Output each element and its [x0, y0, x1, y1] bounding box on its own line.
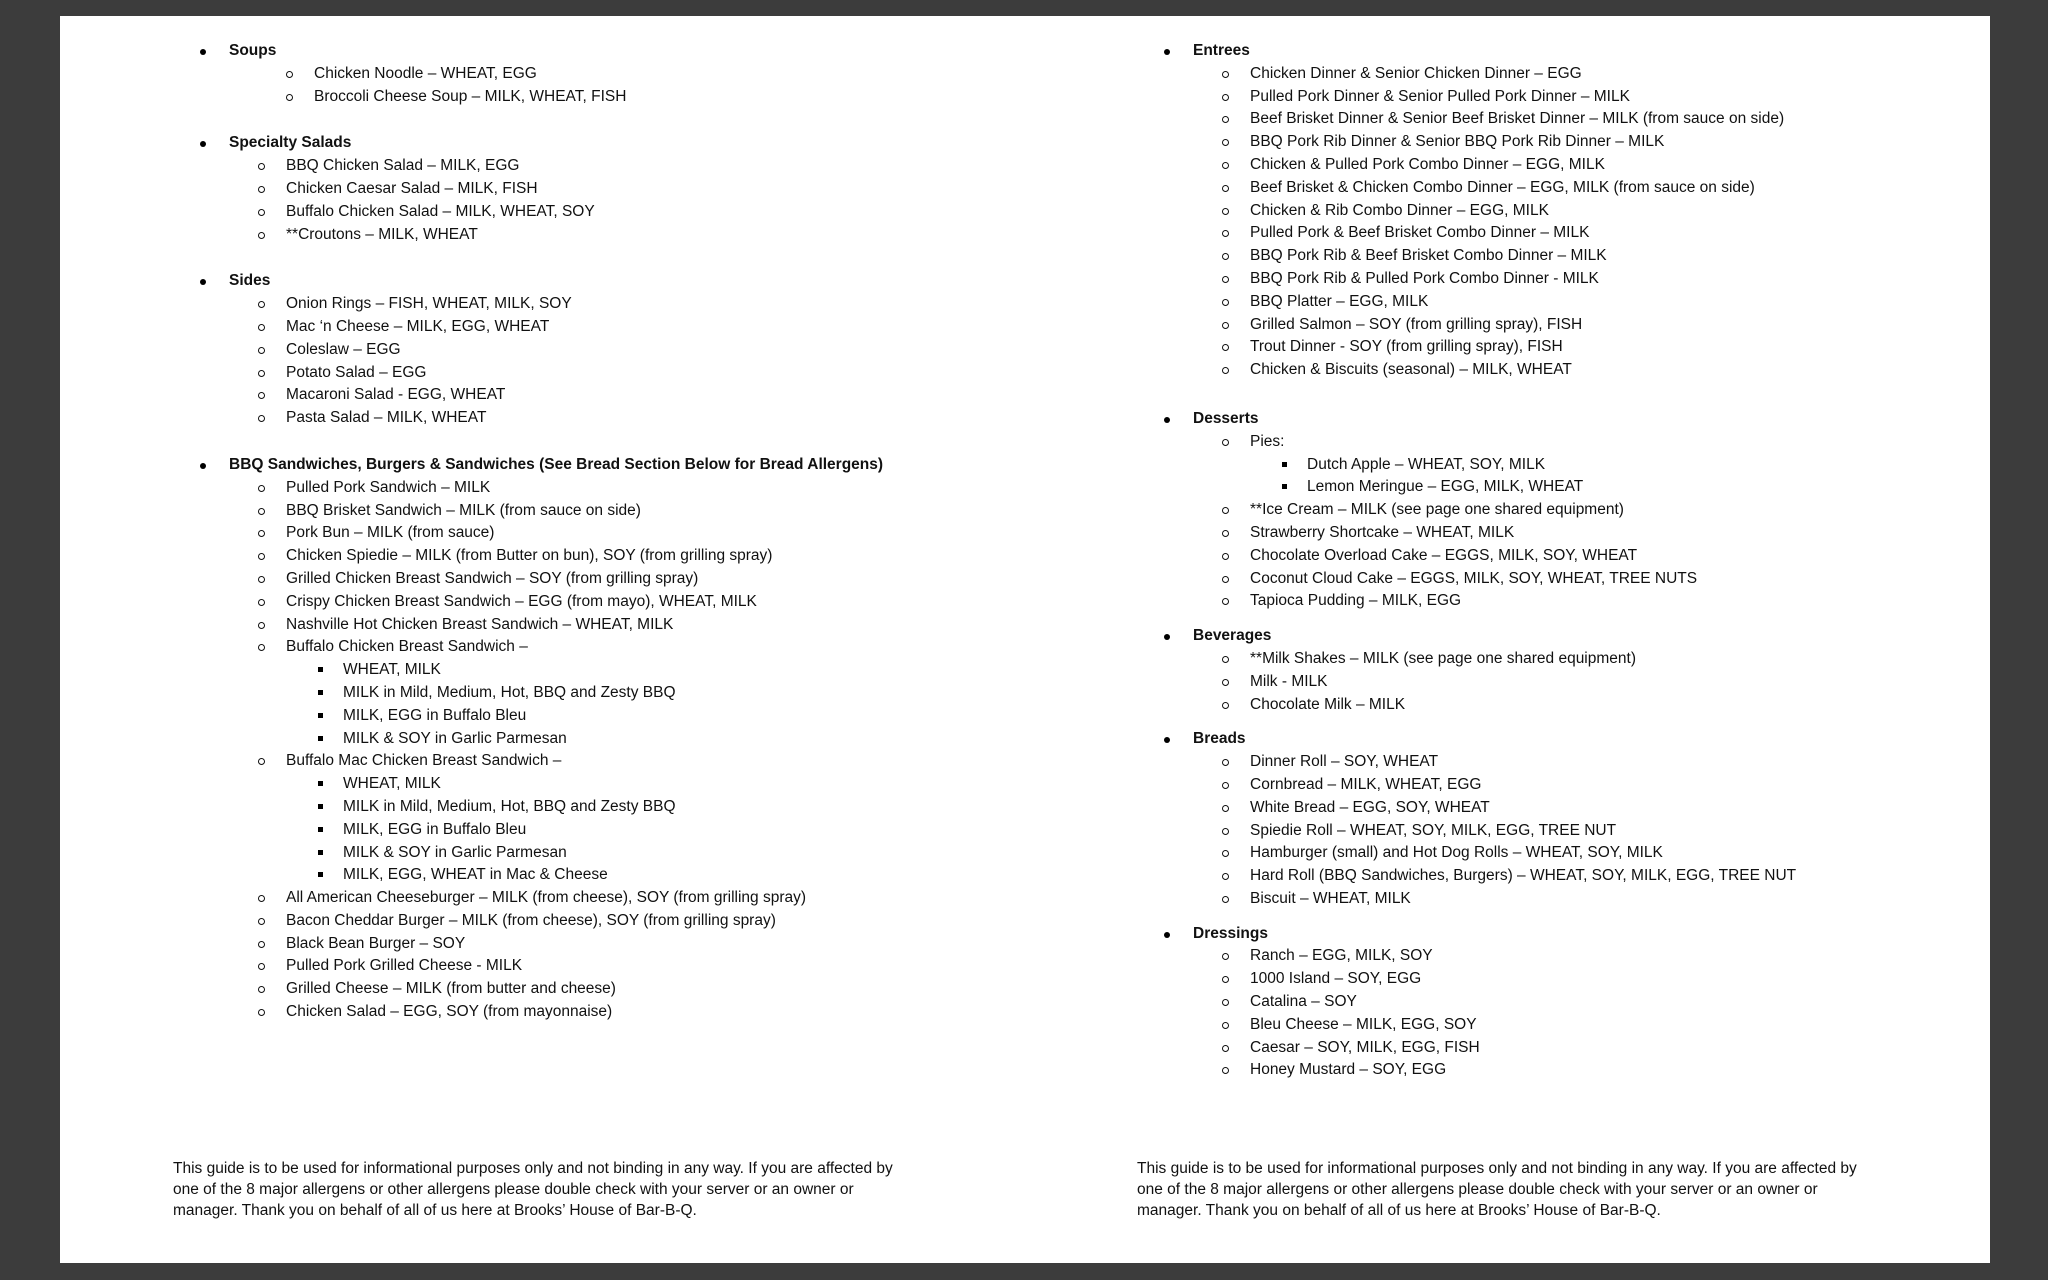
list-item: Buffalo Mac Chicken Breast Sandwich –	[200, 750, 1030, 773]
list-item: Grilled Salmon – SOY (from grilling spray), FISH	[1164, 314, 1994, 337]
list-item: Buffalo Chicken Breast Sandwich –	[200, 636, 1030, 659]
section-soups	[200, 40, 1030, 108]
list-item: Pulled Pork Dinner & Senior Pulled Pork Dinner – MILK	[1164, 86, 1994, 109]
list-item: Dinner Roll – SOY, WHEAT	[1164, 751, 1994, 774]
sub-list-item: Dutch Apple – WHEAT, SOY, MILK	[1164, 454, 1994, 477]
list-item: Chicken & Biscuits (seasonal) – MILK, WHEAT	[1164, 359, 1994, 382]
list-item: All American Cheeseburger – MILK (from cheese), SOY (from grilling spray)	[200, 887, 1030, 910]
list-item: Buffalo Chicken Salad – MILK, WHEAT, SOY	[200, 201, 1030, 224]
list-item: Beef Brisket & Chicken Combo Dinner – EGG, MILK (from sauce on side)	[1164, 177, 1994, 200]
list-item: Ranch – EGG, MILK, SOY	[1164, 945, 1994, 968]
section-desserts	[1164, 408, 1994, 613]
list-item: Chicken Salad – EGG, SOY (from mayonnaise)	[200, 1001, 1030, 1024]
section-beverages	[1164, 625, 1994, 716]
section-title: Desserts	[1164, 408, 1994, 431]
list-item: BBQ Brisket Sandwich – MILK (from sauce on side)	[200, 500, 1030, 523]
sub-list-item: MILK & SOY in Garlic Parmesan	[200, 728, 1030, 751]
list-item: Onion Rings – FISH, WHEAT, MILK, SOY	[200, 293, 1030, 316]
list-item: BBQ Pork Rib & Pulled Pork Combo Dinner - MILK	[1164, 268, 1994, 291]
list-item: Beef Brisket Dinner & Senior Beef Brisket Dinner – MILK (from sauce on side)	[1164, 108, 1994, 131]
list-item: Bleu Cheese – MILK, EGG, SOY	[1164, 1014, 1994, 1037]
section-title: Beverages	[1164, 625, 1994, 648]
sub-list-item: WHEAT, MILK	[200, 773, 1030, 796]
section-title: Entrees	[1164, 40, 1994, 63]
list-item: Black Bean Burger – SOY	[200, 933, 1030, 956]
disclaimer-right: This guide is to be used for informational purposes only and not binding in any way. If you are affected by one of the 8 major allergens or other allergens please double check with your server or an owner or manager. Thank you on behalf of all of us here at Brooks’ House of Bar-B-Q.	[1137, 1159, 1857, 1219]
list-item: **Ice Cream – MILK (see page one shared equipment)	[1164, 499, 1994, 522]
list-item: Chicken Noodle – WHEAT, EGG	[200, 63, 1030, 86]
list-item: **Milk Shakes – MILK (see page one shared equipment)	[1164, 648, 1994, 671]
document-page	[60, 16, 1990, 1263]
list-item: Nashville Hot Chicken Breast Sandwich – WHEAT, MILK	[200, 614, 1030, 637]
list-item: Tapioca Pudding – MILK, EGG	[1164, 590, 1994, 613]
list-item: Pork Bun – MILK (from sauce)	[200, 522, 1030, 545]
disclaimer-left: This guide is to be used for informational purposes only and not binding in any way. If you are affected by one of the 8 major allergens or other allergens please double check with your server or an owner or manager. Thank you on behalf of all of us here at Brooks’ House of Bar-B-Q.	[173, 1159, 893, 1219]
list-item: Pies:	[1164, 431, 1994, 454]
right-column	[1164, 40, 1994, 1106]
sub-list-item: MILK, EGG in Buffalo Bleu	[200, 705, 1030, 728]
list-item: Chicken & Rib Combo Dinner – EGG, MILK	[1164, 200, 1994, 223]
section-title: Breads	[1164, 728, 1994, 751]
list-item: Pulled Pork Grilled Cheese - MILK	[200, 955, 1030, 978]
sub-list-item: MILK, EGG, WHEAT in Mac & Cheese	[200, 864, 1030, 887]
sub-list-item: MILK & SOY in Garlic Parmesan	[200, 842, 1030, 865]
list-item: Trout Dinner - SOY (from grilling spray), FISH	[1164, 336, 1994, 359]
list-item: White Bread – EGG, SOY, WHEAT	[1164, 797, 1994, 820]
list-item: BBQ Pork Rib Dinner & Senior BBQ Pork Rib Dinner – MILK	[1164, 131, 1994, 154]
sub-list-item: Lemon Meringue – EGG, MILK, WHEAT	[1164, 476, 1994, 499]
list-item: Chicken Dinner & Senior Chicken Dinner – EGG	[1164, 63, 1994, 86]
list-item: Grilled Cheese – MILK (from butter and cheese)	[200, 978, 1030, 1001]
list-item: Bacon Cheddar Burger – MILK (from cheese), SOY (from grilling spray)	[200, 910, 1030, 933]
section-dressings	[1164, 923, 1994, 1083]
list-item: Mac ‘n Cheese – MILK, EGG, WHEAT	[200, 316, 1030, 339]
sub-list-item: MILK in Mild, Medium, Hot, BBQ and Zesty BBQ	[200, 682, 1030, 705]
list-item: Hard Roll (BBQ Sandwiches, Burgers) – WHEAT, SOY, MILK, EGG, TREE NUT	[1164, 865, 1994, 888]
list-item: Grilled Chicken Breast Sandwich – SOY (from grilling spray)	[200, 568, 1030, 591]
section-title: Soups	[200, 40, 1030, 63]
list-item: Chicken Spiedie – MILK (from Butter on bun), SOY (from grilling spray)	[200, 545, 1030, 568]
section-title: Dressings	[1164, 923, 1994, 946]
list-item: Pasta Salad – MILK, WHEAT	[200, 407, 1030, 430]
section-breads	[1164, 728, 1994, 910]
list-item: Pulled Pork Sandwich – MILK	[200, 477, 1030, 500]
list-item: BBQ Platter – EGG, MILK	[1164, 291, 1994, 314]
list-item: Milk - MILK	[1164, 671, 1994, 694]
list-item: Hamburger (small) and Hot Dog Rolls – WHEAT, SOY, MILK	[1164, 842, 1994, 865]
list-item: Macaroni Salad - EGG, WHEAT	[200, 384, 1030, 407]
sub-list-item: WHEAT, MILK	[200, 659, 1030, 682]
list-item: BBQ Pork Rib & Beef Brisket Combo Dinner – MILK	[1164, 245, 1994, 268]
list-item: Honey Mustard – SOY, EGG	[1164, 1059, 1994, 1082]
list-item: Caesar – SOY, MILK, EGG, FISH	[1164, 1037, 1994, 1060]
list-item: Cornbread – MILK, WHEAT, EGG	[1164, 774, 1994, 797]
list-item: Catalina – SOY	[1164, 991, 1994, 1014]
sub-list-item: MILK in Mild, Medium, Hot, BBQ and Zesty BBQ	[200, 796, 1030, 819]
section-specialty-salads	[200, 132, 1030, 246]
list-item: Pulled Pork & Beef Brisket Combo Dinner – MILK	[1164, 222, 1994, 245]
list-item: Chicken Caesar Salad – MILK, FISH	[200, 178, 1030, 201]
left-column	[200, 40, 1030, 1048]
list-item: Strawberry Shortcake – WHEAT, MILK	[1164, 522, 1994, 545]
list-item: Chocolate Milk – MILK	[1164, 694, 1994, 717]
list-item: Spiedie Roll – WHEAT, SOY, MILK, EGG, TREE NUT	[1164, 820, 1994, 843]
sub-list-item: MILK, EGG in Buffalo Bleu	[200, 819, 1030, 842]
list-item: Chocolate Overload Cake – EGGS, MILK, SOY, WHEAT	[1164, 545, 1994, 568]
section-title: Specialty Salads	[200, 132, 1030, 155]
list-item: Crispy Chicken Breast Sandwich – EGG (from mayo), WHEAT, MILK	[200, 591, 1030, 614]
section-title: Sides	[200, 270, 1030, 293]
section-sides	[200, 270, 1030, 430]
list-item: Coleslaw – EGG	[200, 339, 1030, 362]
list-item: Chicken & Pulled Pork Combo Dinner – EGG, MILK	[1164, 154, 1994, 177]
list-item: **Croutons – MILK, WHEAT	[200, 224, 1030, 247]
list-item: Coconut Cloud Cake – EGGS, MILK, SOY, WHEAT, TREE NUTS	[1164, 568, 1994, 591]
list-item: Broccoli Cheese Soup – MILK, WHEAT, FISH	[200, 86, 1030, 109]
section-entrees	[1164, 40, 1994, 382]
list-item: 1000 Island – SOY, EGG	[1164, 968, 1994, 991]
list-item: Biscuit – WHEAT, MILK	[1164, 888, 1994, 911]
section-title: BBQ Sandwiches, Burgers & Sandwiches (See Bread Section Below for Bread Allergens)	[200, 454, 1030, 477]
list-item: Potato Salad – EGG	[200, 362, 1030, 385]
section-sandwiches	[200, 454, 1030, 1024]
list-item: BBQ Chicken Salad – MILK, EGG	[200, 155, 1030, 178]
